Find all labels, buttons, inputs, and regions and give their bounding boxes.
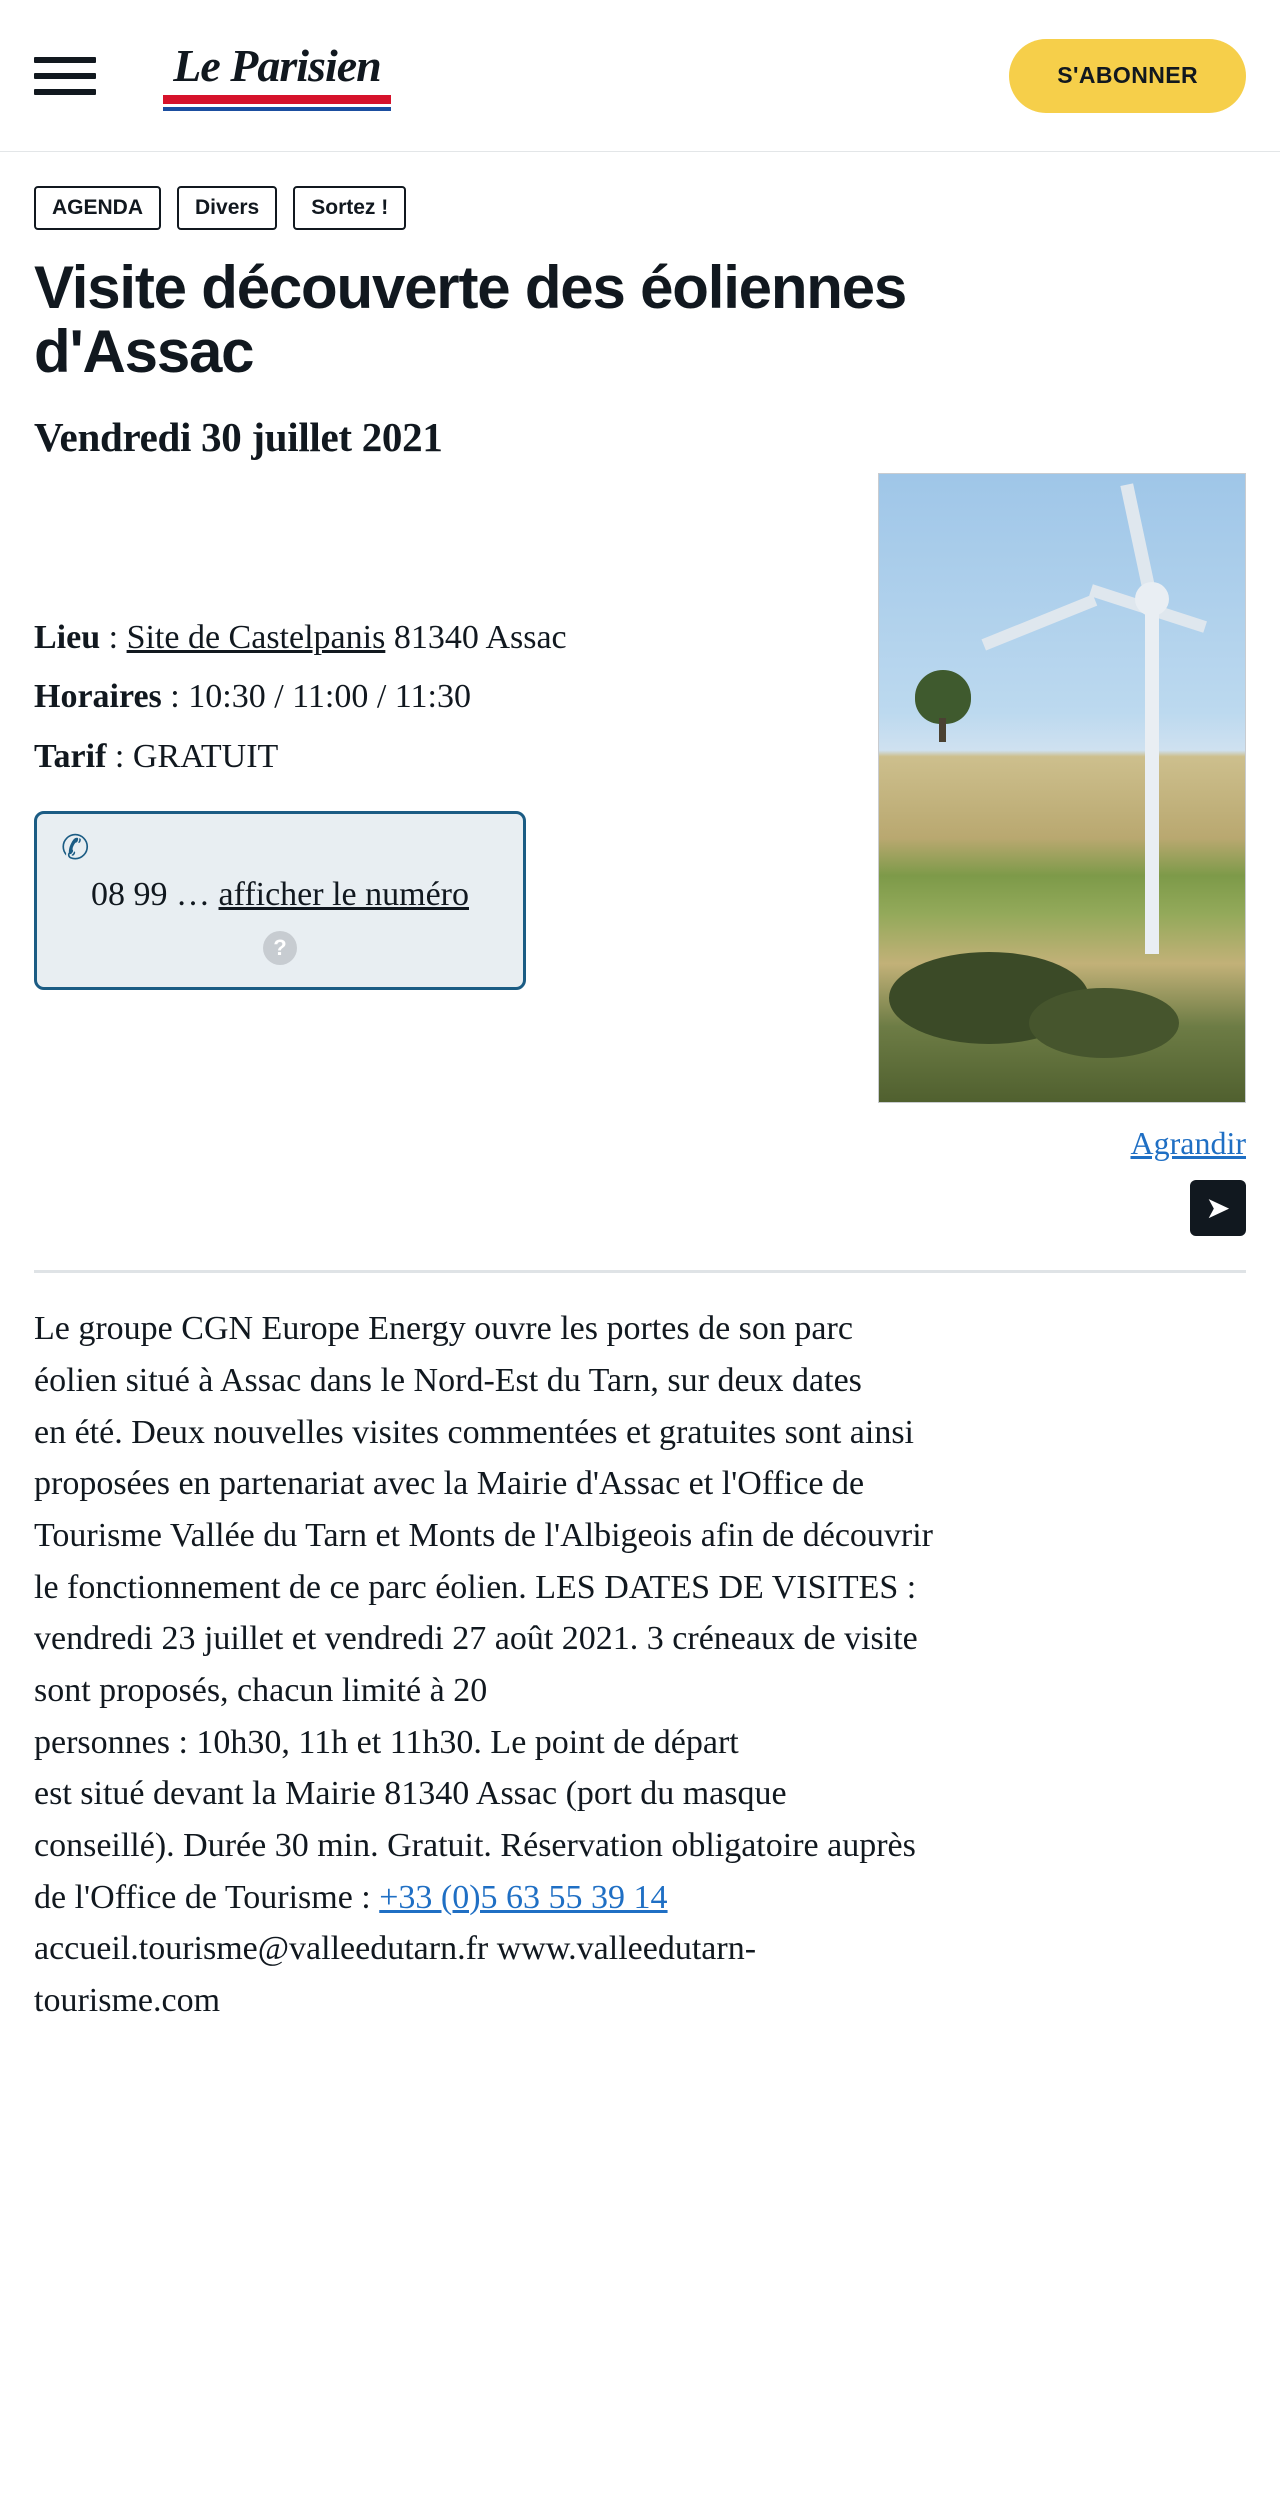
- tag-sortez[interactable]: Sortez !: [293, 186, 406, 230]
- article-line: Le groupe CGN Europe Energy ouvre les portes de son parc: [34, 1310, 853, 1348]
- office-phone-link[interactable]: +33 (0)5 63 55 39 14: [379, 1878, 668, 1916]
- share-arrow-icon[interactable]: ➤: [1190, 1180, 1246, 1236]
- event-details-row: [34, 461, 1246, 1236]
- help-icon[interactable]: ?: [263, 931, 297, 965]
- article-line: en été. Deux nouvelles visites commentées et gratuites sont ainsi: [34, 1413, 914, 1451]
- article-line: personnes : 10h30, 11h et 11h30. Le point de départ: [34, 1723, 739, 1761]
- article-line: sont proposés, chacun limité à 20: [34, 1671, 488, 1709]
- logo-text: Le Parisien: [173, 39, 381, 91]
- bush-shape: [1029, 988, 1179, 1058]
- article-contact-prefix: de l'Office de Tourisme :: [34, 1878, 380, 1916]
- tag-agenda[interactable]: AGENDA: [34, 186, 161, 230]
- colon: :: [100, 619, 127, 657]
- article-line: Tourisme Vallée du Tarn et Monts de l'Albigeois afin de découvrir: [34, 1516, 934, 1554]
- event-price: [34, 732, 868, 781]
- logo-box: [150, 35, 404, 117]
- tag-list: [34, 152, 1246, 230]
- event-info-column: [34, 461, 868, 990]
- reveal-number-link[interactable]: afficher le numéro: [218, 876, 469, 914]
- event-location: [34, 613, 868, 662]
- hamburger-bar: [34, 89, 96, 95]
- article-line: proposées en partenariat avec la Mairie d'Assac et l'Office de: [34, 1465, 865, 1503]
- page-title: Visite découverte des éoliennes d'Assac: [34, 254, 907, 385]
- phone-icon: ✆: [61, 830, 90, 868]
- article-contact-line: [34, 1872, 1246, 1924]
- article-body: [34, 1303, 1246, 2026]
- logo-blue-rule: [163, 107, 391, 111]
- subscribe-button[interactable]: S'ABONNER: [1009, 39, 1246, 113]
- article-line: le fonctionnement de ce parc éolien. LES DATES DE VISITES :: [34, 1568, 917, 1606]
- phone-reveal-box[interactable]: [34, 811, 526, 990]
- colon: :: [161, 678, 189, 716]
- logo-red-rule: [163, 95, 391, 104]
- article-line: tourisme.com: [34, 1981, 221, 2019]
- event-media-column: [876, 461, 1246, 1236]
- tree-trunk-shape: [939, 718, 946, 742]
- hamburger-bar: [34, 73, 96, 79]
- enlarge-link[interactable]: Agrandir: [1130, 1125, 1246, 1162]
- turbine-mast: [1145, 594, 1159, 954]
- article-line: accueil.tourisme@valleedutarn.fr www.valleedutarn-: [34, 1930, 757, 1968]
- event-location-label: Lieu: [34, 619, 101, 657]
- colon: :: [106, 737, 133, 775]
- article-line: est situé devant la Mairie 81340 Assac (port du masque: [34, 1775, 787, 1813]
- event-location-address: 81340 Assac: [393, 619, 567, 657]
- event-location-link[interactable]: Site de Castelpanis: [126, 619, 386, 657]
- site-header: [0, 0, 1280, 152]
- article-line: éolien situé à Assac dans le Nord-Est du Tarn, sur deux dates: [34, 1361, 862, 1399]
- tree-shape: [915, 670, 971, 724]
- event-hours-label: Horaires: [34, 678, 162, 716]
- tag-divers[interactable]: Divers: [177, 186, 277, 230]
- event-price-value: GRATUIT: [132, 737, 279, 775]
- turbine-blade-icon: [981, 595, 1097, 651]
- hamburger-menu-icon[interactable]: [34, 51, 96, 101]
- event-photo[interactable]: [878, 473, 1246, 1103]
- event-date: Vendredi 30 juillet 2021: [34, 414, 443, 461]
- article-line: vendredi 23 juillet et vendredi 27 août 2021. 3 créneaux de visite: [34, 1620, 918, 1658]
- page-content: [0, 152, 1280, 2027]
- le-parisien-logo[interactable]: [150, 35, 404, 117]
- event-hours: [34, 672, 868, 721]
- phone-text: [61, 872, 499, 919]
- event-hours-value: 10:30 / 11:00 / 11:30: [188, 678, 471, 716]
- phone-number-masked: 08 99 …: [91, 876, 211, 914]
- article-line: conseillé). Durée 30 min. Gratuit. Réservation obligatoire auprès: [34, 1826, 916, 1864]
- hamburger-bar: [34, 57, 96, 63]
- section-divider: [34, 1270, 1246, 1273]
- event-price-label: Tarif: [34, 737, 107, 775]
